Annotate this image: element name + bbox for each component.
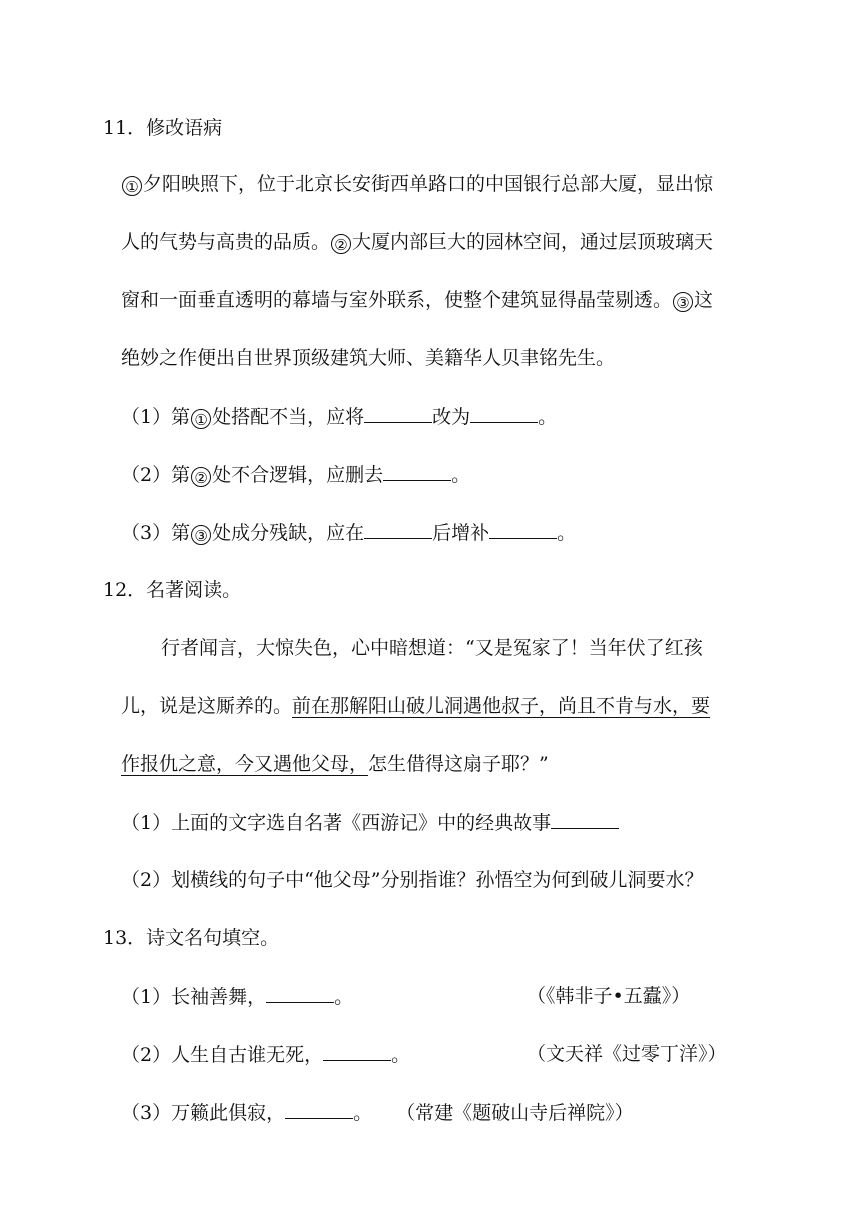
q11-passage-text: 大厦内部巨大的园林空间，通过层顶玻璃天 [352,231,714,253]
q12-passage-line-1: 行者闻言，大惊失色，心中暗想道：“又是冤家了！当年伏了红孩 [161,637,703,659]
answer-blank[interactable] [551,810,619,829]
marker-2: ② [331,234,351,254]
q13-source-3: （常建《题破山寺后禅院》） [396,1102,634,1124]
marker-1: ① [191,409,211,429]
answer-blank[interactable] [470,404,538,423]
q11-passage-text: 人的气势与高贵的品质。 [121,231,331,253]
q13-sub-1: （1）长袖善舞， 。 [121,986,354,1008]
marker-2: ② [191,467,211,487]
answer-blank[interactable] [364,404,432,423]
marker-1: ① [122,176,142,196]
answer-blank[interactable] [383,462,451,481]
underlined-sentence: 前在那解阳山破儿洞遇他叔子，尚且不肯与水，要 [292,695,711,717]
q11-title: 11．修改语病 [103,117,223,139]
answer-blank[interactable] [285,1100,353,1119]
q11-passage-line-4: 绝妙之作便出自世界顶级建筑大师、美籍华人贝聿铭先生。 [121,347,616,369]
q12-title: 12．名著阅读。 [103,579,242,601]
q11-passage-line-1 [121,172,713,196]
q11-passage-line-3: 窗和一面垂直透明的幕墙与室外联系，使整个建筑显得晶莹剔透。 ③ 这 [121,289,714,312]
marker-3: ③ [191,525,211,545]
answer-blank[interactable] [364,520,432,539]
q11-sub-2: （2）第 ② 处不合逻辑，应删去 。 [121,464,471,487]
q13-sub-3: （3）万籁此俱寂， 。 （常建《题破山寺后禅院》） [121,1102,634,1124]
q13-source-1: （《韩非子•五蠹》） [527,985,691,1007]
q12-passage-line-3: 作报仇之意，今又遇他父母，怎生借得这扇子耶？” [121,753,549,775]
q12-sub-2: （2）划横线的句子中“他父母”分别指谁？孙悟空为何到破儿洞要水？ [121,869,704,891]
answer-blank[interactable] [323,1042,391,1061]
q13-title: 13．诗文名句填空。 [103,927,280,949]
underlined-sentence: 作报仇之意，今又遇他父母， [121,753,369,775]
q13-source-2: （文天祥《过零丁洋》） [527,1043,727,1065]
answer-blank[interactable] [489,520,557,539]
q12-sub-1: （1）上面的文字选自名著《西游记》中的经典故事 [121,810,619,835]
q12-passage-line-2: 儿，说是这厮养的。前在那解阳山破儿洞遇他叔子，尚且不肯与水，要 [121,695,711,717]
q11-passage-text: 窗和一面垂直透明的幕墙与室外联系，使整个建筑显得晶莹剔透。 [121,289,673,311]
answer-blank[interactable] [266,984,334,1003]
q13-sub-2: （2）人生自古谁无死， 。 [121,1044,411,1066]
q11-passage-text: 夕阳映照下，位于北京长安街西单路口的中国银行总部大厦，显出惊 [143,173,714,195]
q11-sub-1: （1）第 ① 处搭配不当，应将 改为 。 [121,406,558,429]
marker-3: ③ [673,292,693,312]
q11-sub-3: （3）第 ③ 处成分残缺，应在 后增补 。 [121,522,577,545]
q11-passage-line-2 [121,230,713,254]
